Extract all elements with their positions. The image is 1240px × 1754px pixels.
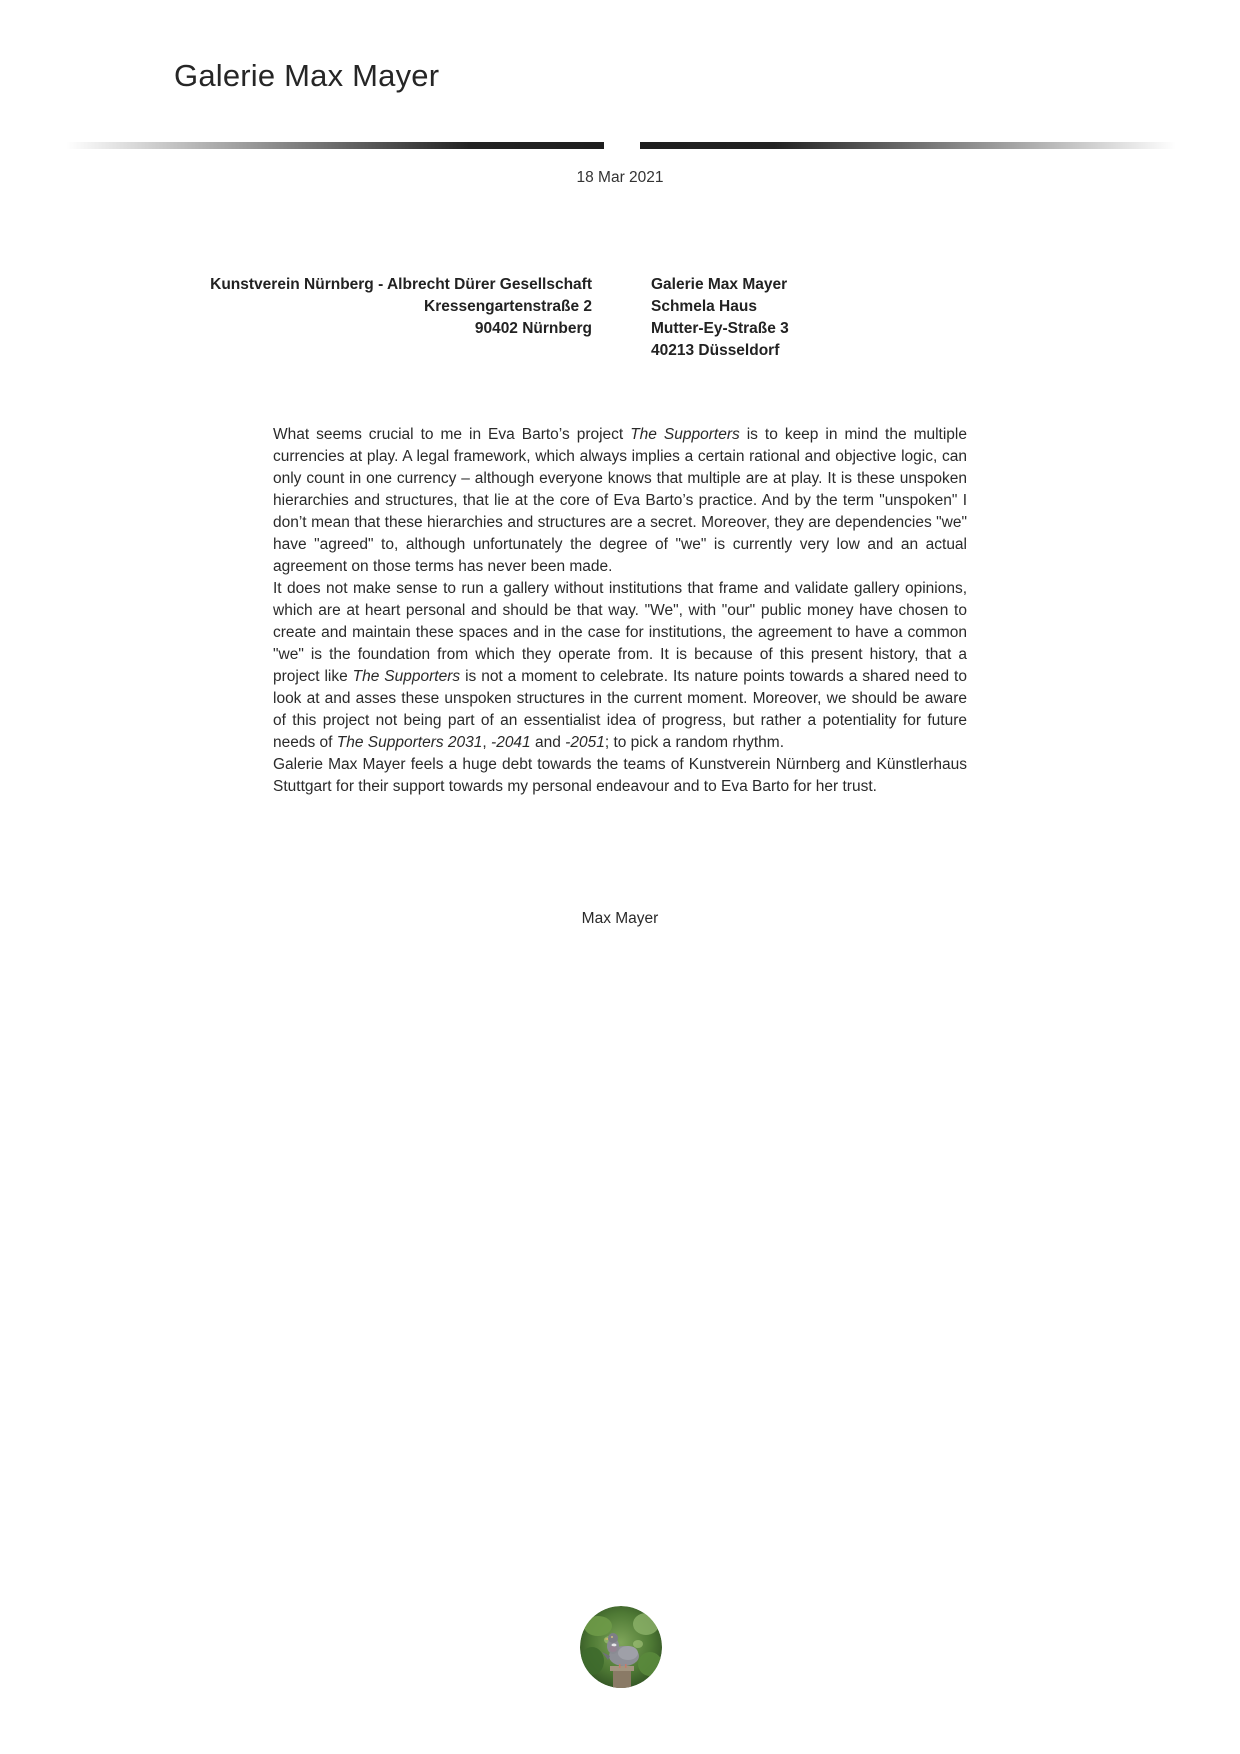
paragraph-2 [273,578,967,754]
p2-title-italic-3: -2041 [491,734,531,751]
sender-address [651,274,789,362]
recipient-address [210,274,592,340]
p1-title-italic: The Supporters [630,426,740,443]
signature: Max Mayer [581,910,659,927]
recipient-street: Kressengartenstraße 2 [424,298,592,315]
gallery-name-header: Galerie Max Mayer [174,58,440,93]
p2-text-b: is not a moment to celebrate. Its nature points towards a shared need to look at and asses these unspoken structures in the current moment. Moreover, we should be aware of this project not being part of an essentialist idea of progress, but rather a potentiality for future needs of [273,668,967,751]
sender-city: 40213 Düsseldorf [651,342,780,359]
sender-street: Mutter-Ey-Straße 3 [651,320,789,337]
sender-name: Galerie Max Mayer [651,276,788,293]
header-rule-right [640,142,1176,149]
paragraph-3: Galerie Max Mayer feels a huge debt towards the teams of Kunstverein Nürnberg and Künstlerhaus Stuttgart for their support towards my personal endeavour and to Eva Barto for her trust. [273,756,967,795]
p2-text-e: ; to pick a random rhythm. [604,734,785,751]
p2-text-c: , [482,734,492,751]
recipient-name: Kunstverein Nürnberg - Albrecht Dürer Gesellschaft [210,276,592,293]
p2-title-italic-1: The Supporters [352,668,461,685]
letter-body [273,424,967,798]
sender-building: Schmela Haus [651,298,757,315]
p2-text-d: and [530,734,566,751]
paragraph-1 [273,424,967,578]
pigeon-photo-icon [580,1606,662,1688]
p1-text-a: What seems crucial to me in Eva Barto’s project [273,426,631,443]
p2-text-a: It does not make sense to run a gallery without institutions that frame and validate gallery opinions, which are at heart personal and should be that way. "We", with "our" public money have chosen to create and maintain these spaces and in the case for institutions, the agreement to have a common "we" is the foundation from which they operate from. It is because of this present history, that a project like [273,580,967,685]
p2-title-italic-4: -2051 [565,734,605,751]
header-rule-left [66,142,604,149]
recipient-city: 90402 Nürnberg [474,320,592,337]
p2-title-italic-2: The Supporters 2031 [336,734,483,751]
p1-text-b: is to keep in mind the multiple currencies at play. A legal framework, which always implies a certain rational and objective logic, can only count in one currency – although everyone knows that multiple are at play. It is these unspoken hierarchies and structures, that lie at the core of Eva Barto’s practice. And by the term "unspoken" I don’t mean that these hierarchies and structures are a secret. Moreover, they are dependencies "we" have "agreed" to, although unfortunately the degree of "we" is currently very low and an actual agreement on those terms has never been made. [273,426,967,575]
letter-date: 18 Mar 2021 [576,169,664,186]
